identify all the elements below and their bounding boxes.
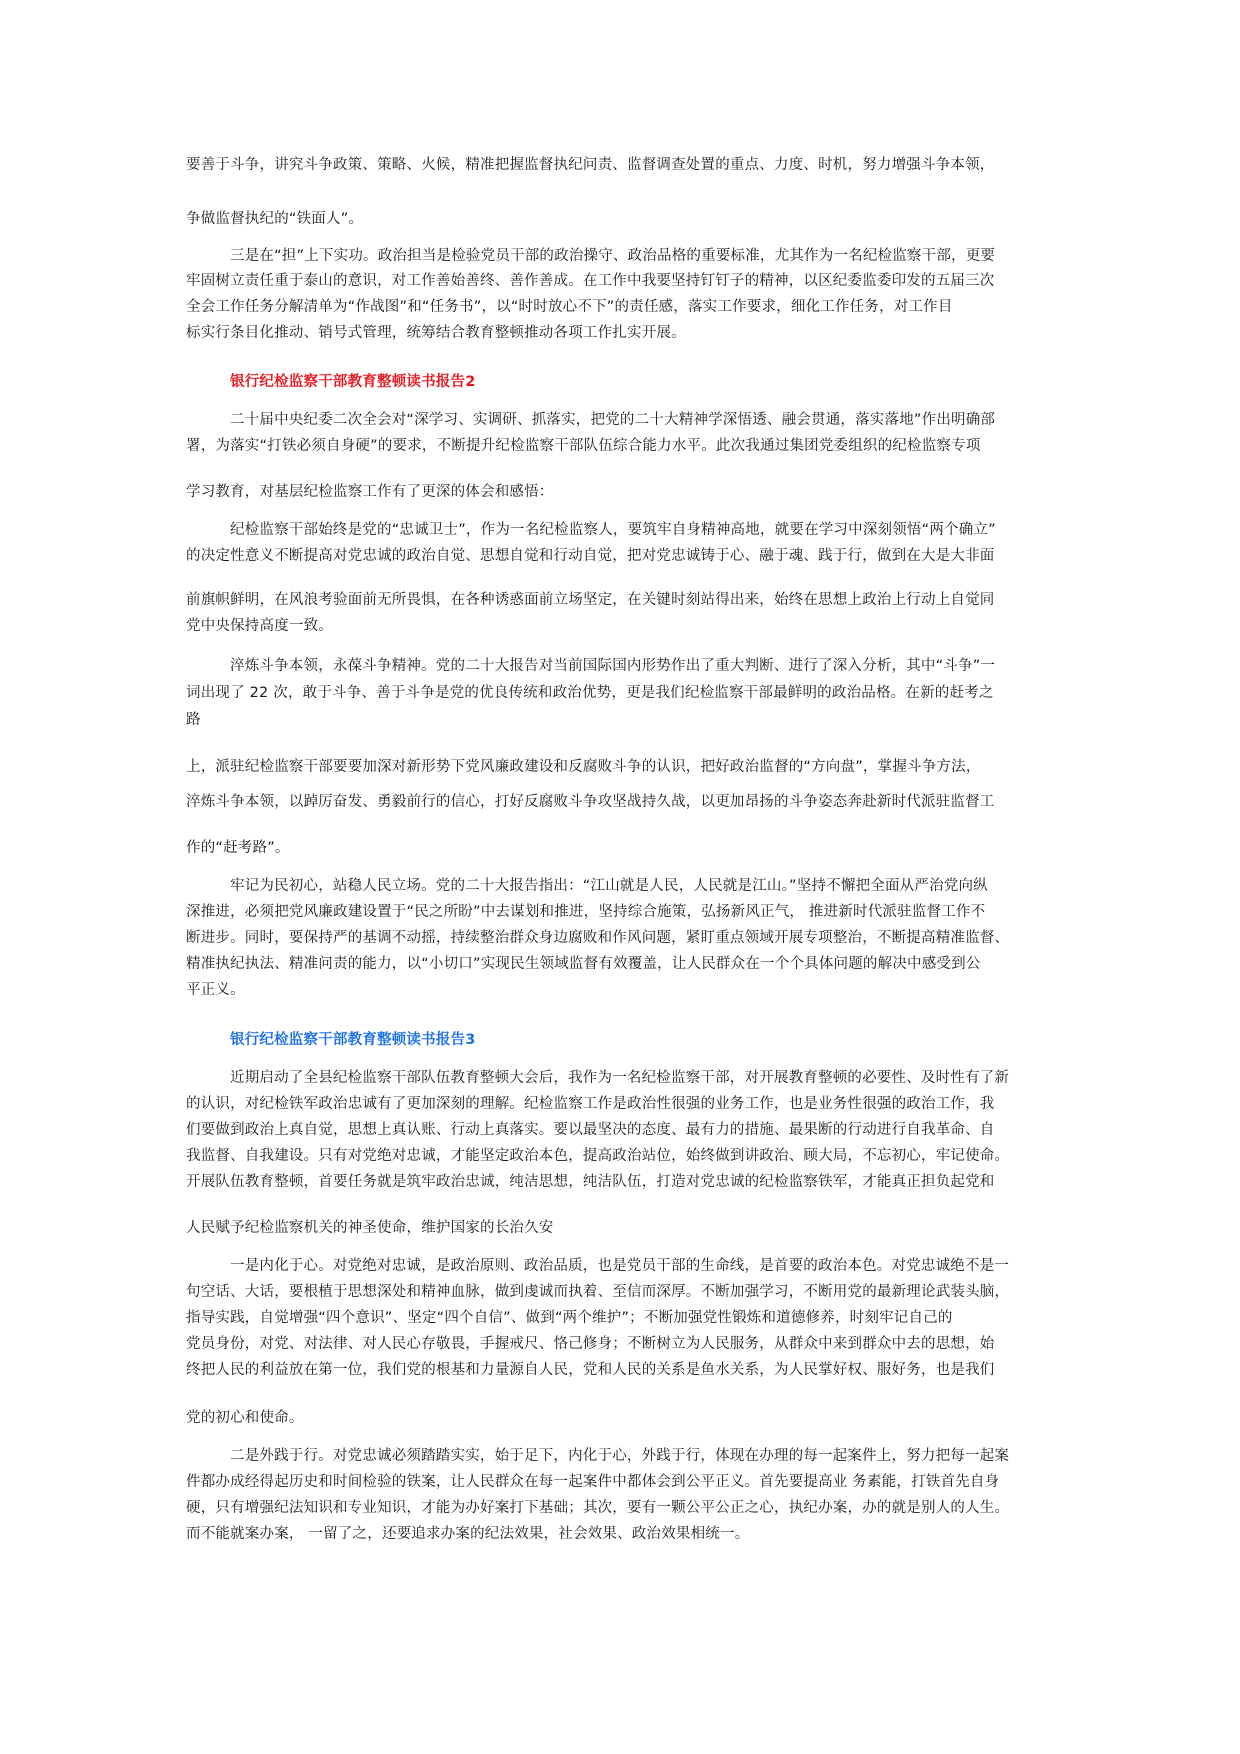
body-line: 二是外践于行。对党忠诚必须踏踏实实，始于足下，内化于心，外践于行，体现在办理的每一起案件上，努力把每一起案: [230, 1448, 1010, 1464]
body-line: 党员身份，对党、对法律、对人民心存敬畏，手握戒尺、恪己修身；不断树立为人民服务，从群众中来到群众中去的思想，始: [186, 1336, 995, 1352]
body-line: 而不能就案办案， 一留了之，还要追求办案的纪法效果，社会效果、政治效果相统一。: [186, 1526, 750, 1542]
body-line: 淬炼斗争本领，以踔厉奋发、勇毅前行的信心，打好反腐败斗争攻坚战持久战，以更加昂扬的斗争姿态奔赴新时代派驻监督工: [186, 794, 995, 810]
body-line: 深推进，必须把党风廉政建设置于“民之所盼”中去谋划和推进，坚持综合施策，弘扬新风正气， 推进新时代派驻监督工作不: [186, 904, 986, 920]
body-line: 党中央保持高度一致。: [186, 618, 333, 634]
body-line: 们要做到政治上真自觉，思想上真认账、行动上真落实。要以最坚决的态度、最有力的措施、最果断的行动进行自我革命、自: [186, 1122, 995, 1138]
body-line: 淬炼斗争本领，永葆斗争精神。党的二十大报告对当前国际国内形势作出了重大判断、进行了深入分析，其中“斗争”一: [230, 658, 996, 674]
section-heading-3: 银行纪检监察干部教育整顿读书报告3: [230, 1032, 476, 1048]
body-line: 纪检监察干部始终是党的“忠诚卫士”，作为一名纪检监察人，要筑牢自身精神高地，就要在学习中深刻领悟“两个确立”: [230, 522, 996, 538]
body-line: 要善于斗争，讲究斗争政策、策略、火候，精准把握监督执纪问责、监督调查处置的重点、力度、时机，努力增强斗争本领，: [186, 157, 995, 173]
body-line: 我监督、自我建设。只有对党绝对忠诚，才能坚定政治本色，提高政治站位，始终做到讲政治、顾大局，不忘初心，牢记使命。: [186, 1148, 1010, 1164]
body-line: 平正义。: [186, 982, 245, 998]
body-line: 二十届中央纪委二次全会对“深学习、实调研、抓落实，把党的二十大精神学深悟透、融会贯通，落实落地”作出明确部: [230, 412, 996, 428]
body-line: 党的初心和使命。: [186, 1410, 304, 1426]
body-line: 终把人民的利益放在第一位，我们党的根基和力量源自人民，党和人民的关系是鱼水关系，为人民掌好权、服好务，也是我们: [186, 1362, 995, 1378]
body-line: 句空话、大话，要根植于思想深处和精神血脉，做到虔诚而执着、至信而深厚。不断加强学习，不断用党的最新理论武装头脑，: [186, 1284, 1010, 1300]
body-line: 件都办成经得起历史和时间检验的铁案，让人民群众在每一起案件中都体会到公平正义。首先要提高业 务素能，打铁首先自身: [186, 1474, 1000, 1490]
body-line: 近期启动了全县纪检监察干部队伍教育整顿大会后，我作为一名纪检监察干部，对开展教育整顿的必要性、及时性有了新: [230, 1070, 1010, 1086]
body-line: 标实行条目化推动、销号式管理，统筹结合教育整顿推动各项工作扎实开展。: [186, 325, 686, 341]
body-line: 人民赋予纪检监察机关的神圣使命，维护国家的长治久安: [186, 1220, 554, 1236]
body-line: 硬，只有增强纪法知识和专业知识，才能为办好案打下基础；其次，要有一颗公平公正之心，执纪办案，办的就是别人的人生。: [186, 1500, 1010, 1516]
body-line: 指导实践，自觉增强“四个意识”、坚定“四个自信”、做到“两个维护”；不断加强党性锻炼和道德修养，时刻牢记自己的: [186, 1310, 953, 1326]
body-line: 全会工作任务分解清单为“作战图”和“任务书”，以“时时放心不下”的责任感，落实工作要求，细化工作任务，对工作目: [186, 299, 953, 315]
body-line: 精准执纪执法、精准问责的能力，以“小切口”实现民生领域监督有效覆盖，让人民群众在一个个具体问题的解决中感受到公: [186, 956, 981, 972]
body-line: 开展队伍教育整顿，首要任务就是筑牢政治忠诚，纯洁思想，纯洁队伍，打造对党忠诚的纪检监察铁军，才能真正担负起党和: [186, 1174, 995, 1190]
body-line: 学习教育，对基层纪检监察工作有了更深的体会和感悟：: [186, 484, 554, 500]
body-line: 的认识，对纪检铁军政治忠诚有了更加深刻的理解。纪检监察工作是政治性很强的业务工作，也是业务性很强的政治工作，我: [186, 1096, 995, 1112]
body-line: 作的“赶考路”。: [186, 840, 290, 856]
body-line: 牢记为民初心，站稳人民立场。党的二十大报告指出：“江山就是人民，人民就是江山。”坚持不懈把全面从严治党向纵: [230, 878, 988, 894]
body-line: 争做监督执纪的“铁面人”。: [186, 211, 364, 227]
body-line: 的决定性意义不断提高对党忠诚的政治自觉、思想自觉和行动自觉，把对党忠诚铸于心、融于魂、践于行，做到在大是大非面: [186, 548, 995, 564]
body-line: 路: [186, 712, 201, 728]
body-line: 牢固树立责任重于泰山的意识，对工作善始善终、善作善成。在工作中我要坚持钉钉子的精神，以区纪委监委印发的五届三次: [186, 273, 995, 289]
body-line: 署，为落实“打铁必须自身硬”的要求，不断提升纪检监察干部队伍综合能力水平。此次我通过集团党委组织的纪检监察专项: [186, 438, 981, 454]
section-heading-2: 银行纪检监察干部教育整顿读书报告2: [230, 374, 476, 390]
body-line: 一是内化于心。对党绝对忠诚，是政治原则、政治品质，也是党员干部的生命线，是首要的政治本色。对党忠诚绝不是一: [230, 1258, 1010, 1274]
body-line: 三是在“担”上下实功。政治担当是检验党员干部的政治操守、政治品格的重要标准，尤其作为一名纪检监察干部，更要: [230, 248, 996, 264]
body-line: 断进步。同时，要保持严的基调不动摇，持续整治群众身边腐败和作风问题，紧盯重点领域开展专项整治，不断提高精准监督、: [186, 930, 1010, 946]
body-line: 上，派驻纪检监察干部要要加深对新形势下党风廉政建设和反腐败斗争的认识，把好政治监督的“方向盘”，掌握斗争方法，: [186, 759, 981, 775]
body-line: 词出现了 22 次，敢于斗争、善于斗争是党的优良传统和政治优势，更是我们纪检监察干部最鲜明的政治品格。在新的赶考之: [186, 685, 994, 701]
body-line: 前旗帜鲜明，在风浪考验面前无所畏惧，在各种诱惑面前立场坚定，在关键时刻站得出来，始终在思想上政治上行动上自觉同: [186, 592, 995, 608]
